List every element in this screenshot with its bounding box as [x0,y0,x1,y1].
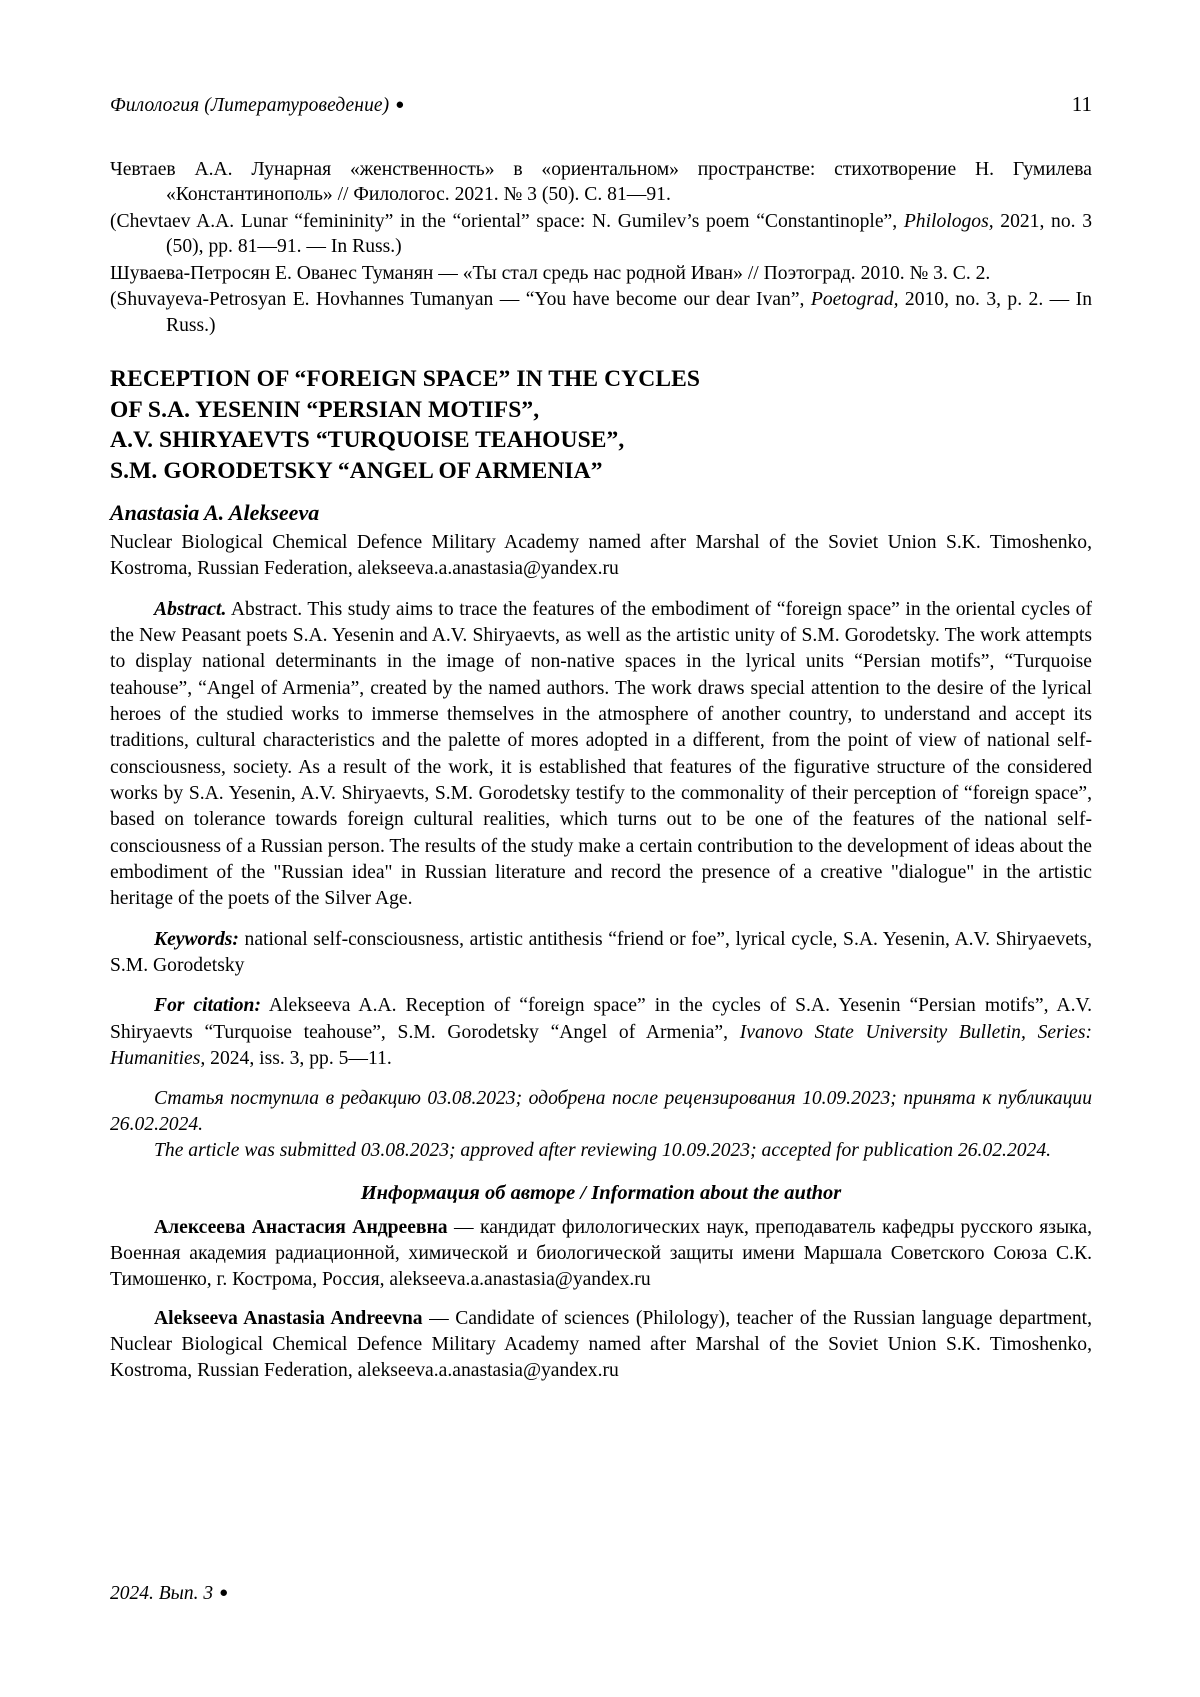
article-title-line-2: OF S.A. YESENIN “PERSIAN MOTIFS”, [110,396,540,423]
author-info-en-text: — Candidate of sciences (Philology), teacher of the Russian language department, Nuclear Biological Chemical Defence Military Academy named after Marshal of the Soviet Union S.K. Timoshenko, Kostroma, Russian Federation, alekseeva.a.anastasia@yandex.ru [110,1307,1092,1381]
reference-item: Шуваева-Петросян Е. Ованес Туманян — «Ты стал средь нас родной Иван» // Поэтоград. 2010. № 3. С. 2. [110,262,991,284]
page-number: 11 [1071,92,1092,116]
reference-journal: Philologos, [903,210,994,232]
page-footer [110,1583,228,1605]
author-info-ru [110,1215,1092,1293]
running-head [110,92,1092,117]
author-info-en [110,1306,1092,1384]
abstract-label: Abstract. [154,598,227,620]
citation-text: Alekseeva A.A. Reception of “foreign space” in the cycles of S.A. Yesenin “Persian motifs”, A.V. Shiryaevts “Turquoise teahouse”, S.M. Gorodetsky “Angel of Armenia”, [110,995,1092,1043]
keywords-label: Keywords: [154,928,239,950]
running-head-section [110,95,404,117]
citation-issue: 2024, iss. 3, pp. 5—11. [210,1048,392,1070]
abstract-text: Abstract. This study aims to trace the features of the embodiment of “foreign space” in the oriental cycles of the New Peasant poets S.A. Yesenin and A.V. Shiryaevts, as well as the artistic unity of S.M. Gorodetsky. The work attempts to display national determinants in the image of non-native spaces in the lyrical units “Persian motifs”, “Turquoise teahouse”, “Angel of Armenia”, created by the named authors. The work draws special attention to the desire of the lyrical heroes of the studied works to immerse themselves in the atmosphere of another country, to understand and accept its traditions, cultural characteristics and the palette of mores adopted in a different, from the point of view of national self-consciousness, society. As a result of the work, it is established that features of the figurative structure of the considered works by S.A. Yesenin, A.V. Shiryaevts, S.M. Gorodetsky testify to the commonality of their perception of “foreign space”, based on tolerance towards foreign cultural realities, which turns out to be one of the features of the national self-consciousness of a Russian person. The results of the study make a certain contribution to the development of ideas about the embodiment of the "Russian idea" in Russian literature and record the presence of a creative "dialogue" in the artistic heritage of the poets of the Silver Age. [110,598,1092,910]
bullet-icon: ● [219,1585,229,1601]
abstract-paragraph [110,597,1092,913]
page-footer-label: 2024. Вып. 3 [110,1583,214,1604]
author-info-ru-name: Алексеева Анастасия Андреевна [154,1217,448,1239]
bullet-icon: ● [395,97,405,113]
article-title-line-3: A.V. SHIRYAEVTS “TURQUOISE TEAHOUSE”, [110,427,625,454]
author-info-header: Информация об авторе / Information about the author [360,1182,842,1205]
article-affiliation: Nuclear Biological Chemical Defence Military Academy named after Marshal of the Soviet Union S.K. Timoshenko, Kostroma, Russian Federation, alekseeva.a.anastasia@yandex.ru [110,532,1092,579]
reference-item: (Shuvayeva-Petrosyan E. Hovhannes Tumanyan — “You have become our dear Ivan”, Poetograd, 2010, no. 3, p. 2. — In Russ.) [110,289,1092,336]
reference-item: (Chevtaev A.A. Lunar “femininity” in the “oriental” space: N. Gumilev’s poem “Constantinople”, Philologos, 2021, no. 3 (50), pp. 81—91. — In Russ.) [110,210,1092,258]
reference-journal: Poetograd, [810,289,899,311]
keywords-paragraph [110,927,1092,980]
reference-list [110,157,1092,338]
submission-dates-ru: Статья поступила в редакцию 03.08.2023; одобрена после рецензирования 10.09.2023; принята к публикации 26.02.2024. [110,1088,1092,1136]
submission-dates-en: The article was submitted 03.08.2023; approved after reviewing 10.09.2023; accepted for publication 26.02.2024. [154,1140,1052,1162]
citation-journal: Ivanovo State University Bulletin, Series: Humanities, [110,1021,1092,1070]
citation-label: For citation: [154,995,261,1017]
author-info-ru-text: — кандидат филологических наук, преподаватель кафедры русского языка, Военная академия радиационной, химической и биологической защиты имени Маршала Советского Союза С.К. Тимошенко, г. Кострома, Россия, alekseeva.a.anastasia@yandex.ru [110,1217,1092,1291]
author-info-en-name: Alekseeva Anastasia Andreevna [154,1307,423,1329]
article-title [110,364,1092,486]
running-head-section-label: Филология (Литературоведение) [110,95,390,116]
article-author: Anastasia A. Alekseeva [110,500,320,526]
article-title-line-4: S.M. GORODETSKY “ANGEL OF ARMENIA” [110,457,603,484]
reference-item: Чевтаев А.А. Лунарная «женственность» в «ориентальном» пространстве: стихотворение Н. Гумилева «Константинополь» // Филологос. 2021. № 3 (50). С. 81—91. [110,159,1092,206]
keywords-text: national self-consciousness, artistic antithesis “friend or foe”, lyrical cycle, S.A. Yesenin, A.V. Shiryaevets, S.M. Gorodetsky [110,928,1092,977]
article-title-line-1: RECEPTION OF “FOREIGN SPACE” IN THE CYCLES [110,366,701,393]
citation-paragraph [110,993,1092,1072]
